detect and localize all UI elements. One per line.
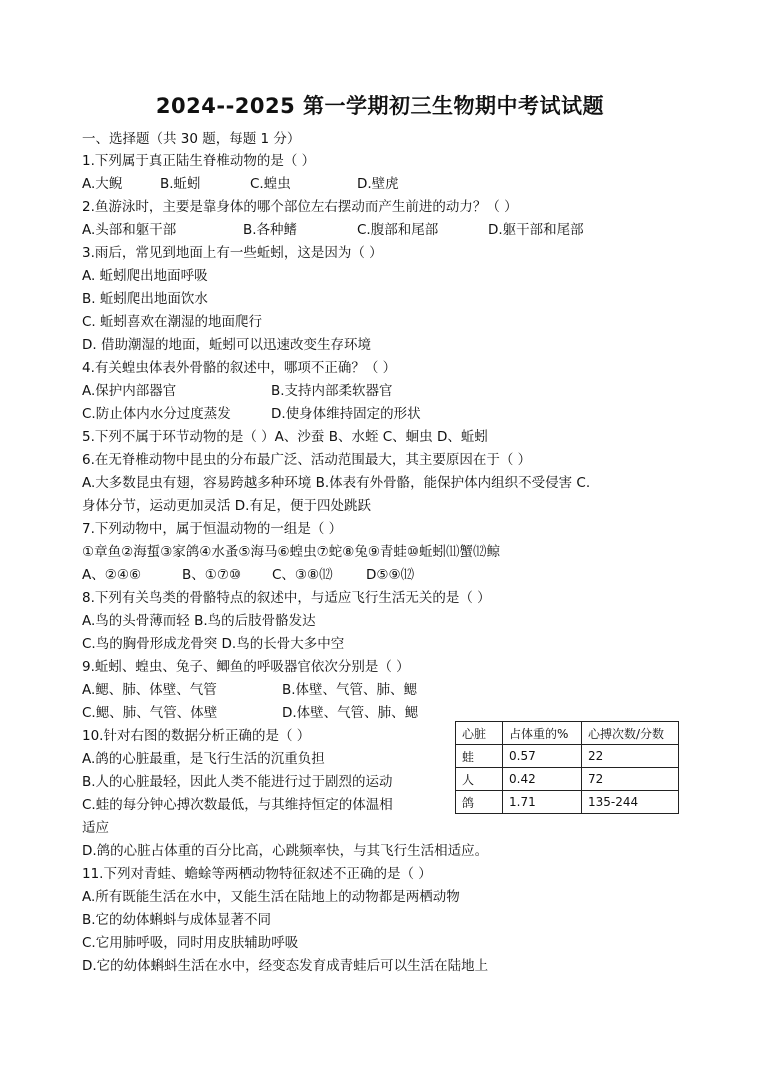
table-cell: 135-244	[582, 791, 679, 814]
table-cell: 人	[456, 768, 503, 791]
table-cell: 蛙	[456, 745, 503, 768]
q10-option-b: B.人的心脏最轻，因此人类不能进行过于剧烈的运动	[82, 774, 393, 790]
q3-option-d: D. 借助潮湿的地面，蚯蚓可以迅速改变生存环境	[82, 337, 371, 353]
q1-option-b: B.蚯蚓	[160, 176, 201, 192]
q3-option-b: B. 蚯蚓爬出地面饮水	[82, 291, 208, 307]
table-header-cell: 心搏次数/分数	[582, 722, 679, 745]
q7-option-c: C、③⑧⑿	[272, 567, 333, 583]
section-heading: 一、选择题（共 30 题，每题 1 分）	[82, 131, 301, 147]
question-9-stem: 9.蚯蚓、蝗虫、兔子、鲫鱼的呼吸器官依次分别是（ ）	[82, 659, 410, 675]
q11-option-a: A.所有既能生活在水中，又能生活在陆地上的动物都是两栖动物	[82, 889, 460, 905]
q7-option-d: D⑤⑨⑿	[366, 567, 415, 583]
table-row	[456, 768, 679, 791]
table-cell: 22	[582, 745, 679, 768]
q8-options-line-2: C.鸟的胸骨形成龙骨突 D.鸟的长骨大多中空	[82, 636, 345, 652]
q2-option-b: B.各种鳍	[243, 222, 298, 238]
q4-option-b: B.支持内部柔软器官	[271, 383, 393, 399]
table-cell: 0.57	[503, 745, 582, 768]
q10-option-c: C.蛙的每分钟心搏次数最低，与其维持恒定的体温相	[82, 797, 393, 813]
q11-option-c: C.它用肺呼吸，同时用皮肤辅助呼吸	[82, 935, 299, 951]
exam-title: 2024--2025 第一学期初三生物期中考试试题	[155, 94, 605, 118]
q3-option-a: A. 蚯蚓爬出地面呼吸	[82, 268, 208, 284]
q2-option-c: C.腹部和尾部	[357, 222, 439, 238]
question-2-stem: 2.鱼游泳时，主要是靠身体的哪个部位左右摆动而产生前进的动力？（ ）	[82, 199, 518, 215]
q10-option-a: A.鸽的心脏最重，是飞行生活的沉重负担	[82, 751, 325, 767]
question-7-stem: 7.下列动物中，属于恒温动物的一组是（ ）	[82, 521, 343, 537]
q4-option-a: A.保护内部器官	[82, 383, 177, 399]
table-cell: 1.71	[503, 791, 582, 814]
question-1-stem: 1.下列属于真正陆生脊椎动物的是（ ）	[82, 153, 316, 169]
table-cell: 72	[582, 768, 679, 791]
question-8-stem: 8.下列有关鸟类的骨骼特点的叙述中，与适应飞行生活无关的是（ ）	[82, 590, 491, 606]
q11-option-b: B.它的幼体蝌蚪与成体显著不同	[82, 912, 272, 928]
q1-option-a: A.大鲵	[82, 176, 123, 192]
q6-options-line-1: A.大多数昆虫有翅，容易跨越多种环境 B.体表有外骨骼，能保护体内组织不受侵害 C.	[82, 475, 591, 491]
q3-option-c: C. 蚯蚓喜欢在潮湿的地面爬行	[82, 314, 263, 330]
table-header-row	[456, 722, 679, 745]
heart-data-table	[455, 721, 679, 814]
q9-option-b: B.体壁、气管、肺、鳃	[282, 682, 418, 698]
q10-option-d: D.鸽的心脏占体重的百分比高，心跳频率快，与其飞行生活相适应。	[82, 843, 489, 859]
question-5-stem: 5.下列不属于环节动物的是（ ）A、沙蚕 B、水蛭 C、蛔虫 D、蚯蚓	[82, 429, 488, 445]
table-header-cell: 占体重的%	[503, 722, 582, 745]
q7-animal-list: ①章鱼②海蜇③家鸽④水蚤⑤海马⑥蝗虫⑦蛇⑧兔⑨青蛙⑩蚯蚓⑾蟹⑿鲸	[82, 544, 501, 560]
q10-option-c-continued: 适应	[82, 820, 109, 836]
q4-option-c: C.防止体内水分过度蒸发	[82, 406, 231, 422]
q7-option-a: A、②④⑥	[82, 567, 142, 583]
question-3-stem: 3.雨后，常见到地面上有一些蚯蚓，这是因为（ ）	[82, 245, 383, 261]
q4-option-d: D.使身体维持固定的形状	[271, 406, 421, 422]
q9-option-c: C.鳃、肺、气管、体壁	[82, 705, 218, 721]
q2-option-a: A.头部和躯干部	[82, 222, 177, 238]
q9-option-d: D.体壁、气管、肺、鳃	[282, 705, 419, 721]
question-6-stem: 6.在无脊椎动物中昆虫的分布最广泛、活动范围最大，其主要原因在于（ ）	[82, 452, 532, 468]
q1-option-c: C.蝗虫	[250, 176, 291, 192]
question-10-stem: 10.针对右图的数据分析正确的是（ ）	[82, 728, 311, 744]
q1-option-d: D.壁虎	[357, 176, 399, 192]
q11-option-d: D.它的幼体蝌蚪生活在水中，经变态发育成青蛙后可以生活在陆地上	[82, 958, 489, 974]
q6-options-line-2: 身体分节，运动更加灵活 D.有足，便于四处跳跃	[82, 498, 371, 514]
q7-option-b: B、①⑦⑩	[182, 567, 242, 583]
q8-options-line-1: A.鸟的头骨薄而轻 B.鸟的后肢骨骼发达	[82, 613, 316, 629]
table-cell: 0.42	[503, 768, 582, 791]
question-11-stem: 11.下列对青蛙、蟾蜍等两栖动物特征叙述不正确的是（ ）	[82, 866, 432, 882]
table-header-cell: 心脏	[456, 722, 503, 745]
question-4-stem: 4.有关蝗虫体表外骨骼的叙述中，哪项不正确？（ ）	[82, 360, 397, 376]
table-row	[456, 745, 679, 768]
q2-option-d: D.躯干部和尾部	[488, 222, 584, 238]
q9-option-a: A.鳃、肺、体壁、气管	[82, 682, 217, 698]
table-cell: 鸽	[456, 791, 503, 814]
table-row	[456, 791, 679, 814]
